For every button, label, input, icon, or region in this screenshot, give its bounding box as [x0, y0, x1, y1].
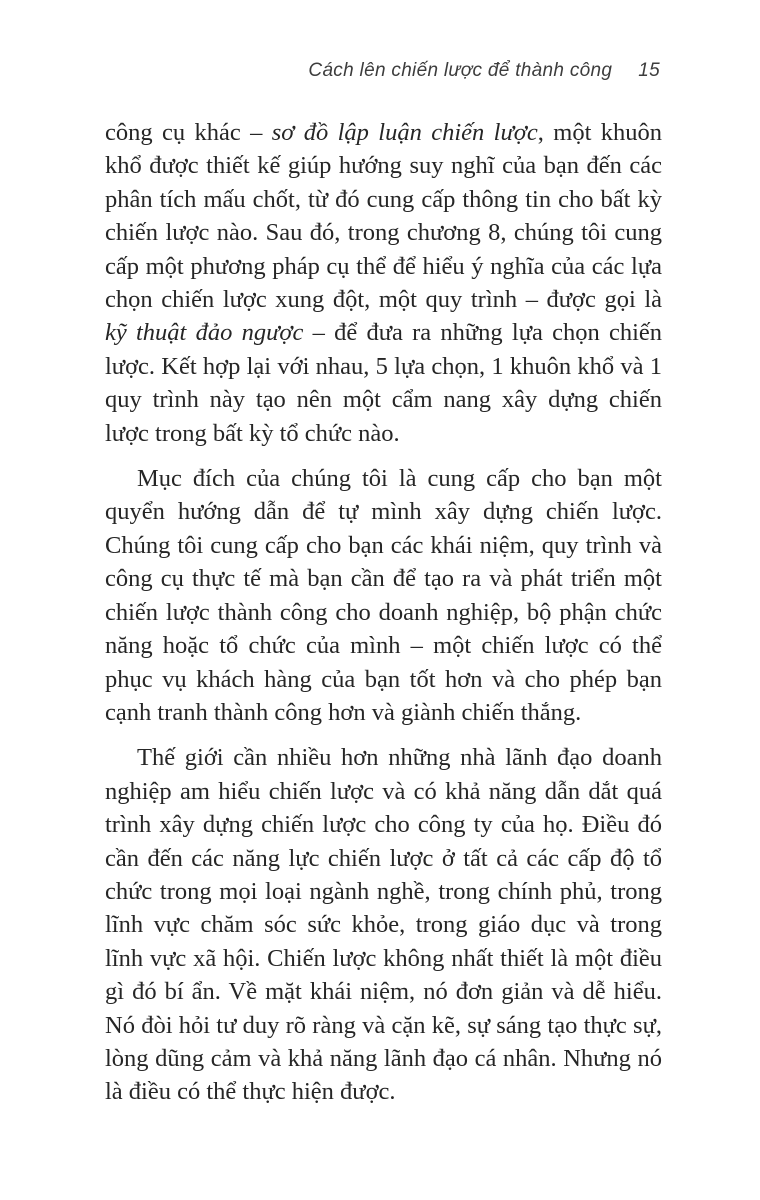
text-run: – để đưa ra những lựa chọn chiến lược. Kết hợp lại với nhau, 5 lựa chọn, 1 khuôn khổ và 1 quy trình này tạo nên một cẩm nang xây dựng chiến lược trong bất kỳ tổ chức nào. — [105, 319, 662, 447]
paragraph — [105, 741, 662, 1108]
running-title: Cách lên chiến lược để thành công — [308, 60, 613, 81]
running-header — [105, 60, 660, 82]
italic-text-run: sơ đồ lập luận chiến lược — [271, 119, 538, 146]
text-run: , một khuôn khổ được thiết kế giúp hướng suy nghĩ của bạn đến các phân tích mấu chốt, từ đó cung cấp thông tin cho bất kỳ chiến lược nào. Sau đó, trong chương 8, chúng tôi cung cấp một phương pháp cụ thể để hiểu ý nghĩa của các lựa chọn chiến lược xung đột, một quy trình – được gọi là — [105, 119, 662, 314]
body-text — [105, 116, 662, 1109]
italic-text-run: kỹ thuật đảo ngược — [105, 319, 304, 347]
text-run: Mục đích của chúng tôi là cung cấp cho bạn một quyển hướng dẫn để tự mình xây dựng chiến lược. Chúng tôi cung cấp cho bạn các khái niệm, quy trình và công cụ thực tế mà bạn cần để tạo ra và phát triển một chiến lược thành công cho doanh nghiệp, bộ phận chức năng hoặc tổ chức của mình – một chiến lược có thể phục vụ khách hàng của bạn tốt hơn và cho phép bạn cạnh tranh thành công hơn và giành chiến thắng. — [105, 465, 662, 726]
text-run: Thế giới cần nhiều hơn những nhà lãnh đạo doanh nghiệp am hiểu chiến lược và có khả năng dẫn dắt quá trình xây dựng chiến lược cho công ty của họ. Điều đó cần đến các năng lực chiến lược ở tất cả các cấp độ tổ chức trong mọi loại ngành nghề, trong chính phủ, trong lĩnh vực chăm sóc sức khỏe, trong giáo dục và trong lĩnh vực xã hội. Chiến lược không nhất thiết là một điều gì đó bí ẩn. Về mặt khái niệm, nó đơn giản và dễ hiểu. Nó đòi hỏi tư duy rõ ràng và cặn kẽ, sự sáng tạo thực sự, lòng dũng cảm và khả năng lãnh đạo cá nhân. Nhưng nó là điều có thể thực hiện được. — [105, 744, 662, 1106]
page-number: 15 — [638, 60, 660, 81]
text-run: công cụ khác – — [105, 119, 272, 146]
paragraph — [105, 462, 662, 729]
paragraph — [105, 116, 662, 450]
